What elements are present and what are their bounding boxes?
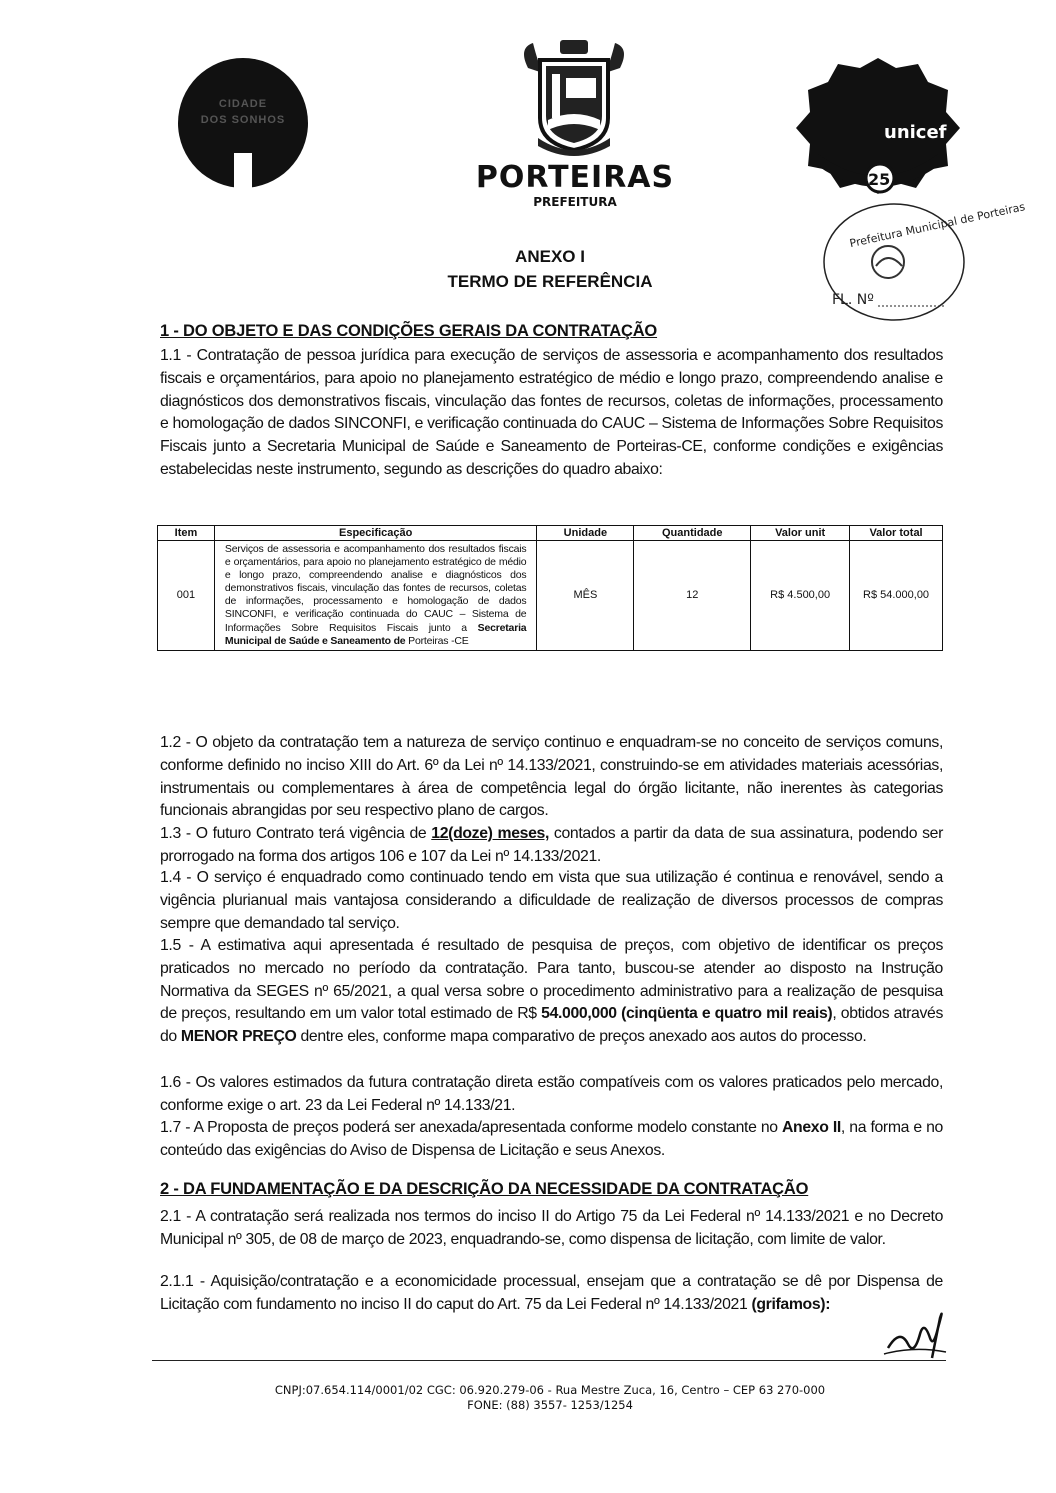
cell-spec bbox=[214, 541, 537, 651]
footer-phone: FONE: (88) 3557- 1253/1254 bbox=[467, 1398, 633, 1412]
cell-qty: 12 bbox=[634, 541, 751, 651]
cell-total-value: R$ 54.000,00 bbox=[850, 541, 943, 651]
section-2-title: 2 - DA FUNDAMENTAÇÃO E DA DESCRIÇÃO DA NECESSIDADE DA CONTRATAÇÃO bbox=[160, 1180, 809, 1198]
p17-text-a: 1.7 - A Proposta de preços poderá ser anexada/apresentada conforme modelo constante no bbox=[160, 1119, 782, 1136]
header-unit: Unidade bbox=[537, 526, 634, 541]
header-spec: Especificação bbox=[214, 526, 537, 541]
p13-bold: 12(doze) meses, bbox=[431, 825, 549, 842]
spec-bold: Secretaria Municipal de Saúde e Saneamento de bbox=[224, 621, 527, 647]
paragraph-1-2: 1.2 - O objeto da contratação tem a natureza de serviço continuo e enquadram-se no conceito de serviços comuns, conforme definido no inciso XIII do Art. 6º da Lei nº 14.133/2021, construindo-se em atividades materiais acessórias, instrumentais ou complementares à área de competência legal do órgão licitante, não inerentes às categorias funcionais abrangidas por seu respectivo plano de cargos. bbox=[160, 734, 943, 820]
p13-text-b: contados a partir da data de sua assinatura, podendo ser prorrogado na forma dos artigos 106 e 107 da Lei nº 14.133/2021. bbox=[160, 825, 943, 865]
municipal-crest bbox=[518, 38, 630, 158]
signature bbox=[880, 1298, 950, 1363]
stamp-text: Prefeitura Municipal de Porteiras bbox=[848, 200, 1027, 251]
p15-bold-1: 54.000,000 (cinqüenta e quatro mil reais) bbox=[541, 1005, 833, 1023]
p211-text: 2.1.1 - Aquisição/contratação e a economicidade processual, ensejam que a contratação se dê por Dispensa de Licitação com fundamento no inciso II do caput do Art. 75 da Lei Federal nº 14.133/2021 bbox=[160, 1273, 943, 1313]
document-title: TERMO DE REFERÊNCIA bbox=[447, 272, 653, 291]
seal-number: 25 bbox=[868, 170, 891, 189]
city-logo-shape bbox=[234, 153, 252, 188]
table-header-row bbox=[158, 526, 943, 541]
section-1-title: 1 - DO OBJETO E DAS CONDIÇÕES GERAIS DA CONTRATAÇÃO bbox=[160, 322, 658, 340]
header-unit-value: Valor unit bbox=[751, 526, 850, 541]
protocol-stamp bbox=[820, 200, 1027, 325]
p211-bold: (grifamos): bbox=[751, 1295, 831, 1313]
header-total-value: Valor total bbox=[850, 526, 943, 541]
brand-subtitle: PREFEITURA bbox=[533, 195, 617, 209]
p15-bold-2: MENOR PREÇO bbox=[180, 1028, 297, 1046]
paragraph-2-1-1 bbox=[160, 1271, 943, 1317]
header-item: Item bbox=[158, 526, 215, 541]
p17-text-b: , na forma e no conteúdo das exigências do Aviso de Dispensa de Licitação e seus Anexos. bbox=[160, 1119, 943, 1159]
paragraph-1-5 bbox=[160, 935, 943, 1049]
brand-name: PORTEIRAS bbox=[475, 160, 675, 195]
table-row bbox=[158, 541, 943, 651]
footer-divider bbox=[152, 1360, 946, 1361]
paragraph-1-7 bbox=[160, 1117, 943, 1163]
cell-item: 001 bbox=[158, 541, 215, 651]
footer-address: CNPJ:07.654.114/0001/02 CGC: 06.920.279-06 - Rua Mestre Zuca, 16, Centro – CEP 63 270-000 bbox=[274, 1383, 826, 1397]
header-qty: Quantidade bbox=[634, 526, 751, 541]
p15-text-c: dentre eles, conforme mapa comparativo de preços anexado aos autos do processo. bbox=[296, 1028, 867, 1046]
cell-unit-value: R$ 4.500,00 bbox=[751, 541, 850, 651]
p15-text-b: , obtidos através do bbox=[160, 1005, 943, 1046]
p15-text-a: 1.5 - A estimativa aqui apresentada é resultado de pesquisa de preços, com objetivo de identificar os preços praticados no mercado no período da contratação. Para tanto, buscou-se atender ao disposto na Instrução Normativa da SEGES nº 65/2021, a qual versa sobre o procedimento administrativo para a realização de pesquisa de preços, resultando em um valor total estimado de R$ bbox=[160, 937, 943, 1023]
unicef-seal bbox=[788, 58, 968, 198]
paragraph-1-4: 1.4 - O serviço é enquadrado como continuado tendo em vista que sua utilização é continua e renovável, sendo a vigência plurianual mais vantajosa considerando a dificuldade de realização de diversos processos de compras sempre que demandado tal serviço. bbox=[160, 869, 943, 932]
specification-table bbox=[157, 525, 943, 651]
annex-title: ANEXO I bbox=[515, 247, 585, 266]
spec-end: Porteiras -CE bbox=[408, 634, 469, 647]
p17-bold: Anexo II bbox=[782, 1119, 841, 1136]
stamp-fl: FL. Nº bbox=[832, 292, 874, 308]
cell-unit: MÊS bbox=[537, 541, 634, 651]
paragraph-1-1: 1.1 - Contratação de pessoa jurídica para execução de serviços de assessoria e acompanhamento dos resultados fiscais e orçamentários, para apoio no planejamento estratégico de médio e longo prazo, compreendendo analise e diagnósticos dos demonstrativos fiscais, vinculação das fontes de recursos, coletas de informações, processamento e homologação de dados SINCONFI, e verificação continuada do CAUC – Sistema de Informações Sobre Requisitos Fiscais junto a Secretaria Municipal de Saúde e Saneamento de Porteiras-CE, conforme condições e exigências estabelecidas neste instrumento, segundo as descrições do quadro abaixo: bbox=[160, 347, 943, 478]
p13-text-a: 1.3 - O futuro Contrato terá vigência de bbox=[160, 825, 432, 842]
paragraph-1-3 bbox=[160, 823, 943, 869]
seal-text: unicef bbox=[884, 122, 947, 143]
paragraph-2-1: 2.1 - A contratação será realizada nos termos do inciso II do Artigo 75 da Lei Federal nº 14.133/2021 e no Decreto Municipal nº 305, de 08 de março de 2023, enquadrando-se, como dispensa de licitação, com limite de valor. bbox=[160, 1208, 943, 1248]
paragraph-1-6: 1.6 - Os valores estimados da futura contratação direta estão compatíveis com os valores praticados pelo mercado, conforme exige o art. 23 da Lei Federal nº 14.133/21. bbox=[160, 1074, 943, 1114]
city-logo bbox=[178, 58, 308, 188]
spec-text: Serviços de assessoria e acompanhamento dos resultados fiscais e orçamentários, para apoio no planejamento estratégico de médio e longo prazo, compreendendo analise e diagnósticos dos demonstrativos fiscais, vinculação das fontes de recursos, coletas de informações, processamento e homologação de dados SINCONFI, e verificação continuada do CAUC – Sistema de Informações Sobre Requisitos Fiscais junto a bbox=[224, 543, 527, 634]
city-logo-text-1: CIDADE bbox=[218, 98, 268, 110]
city-logo-text-2: DOS SONHOS bbox=[200, 114, 286, 126]
